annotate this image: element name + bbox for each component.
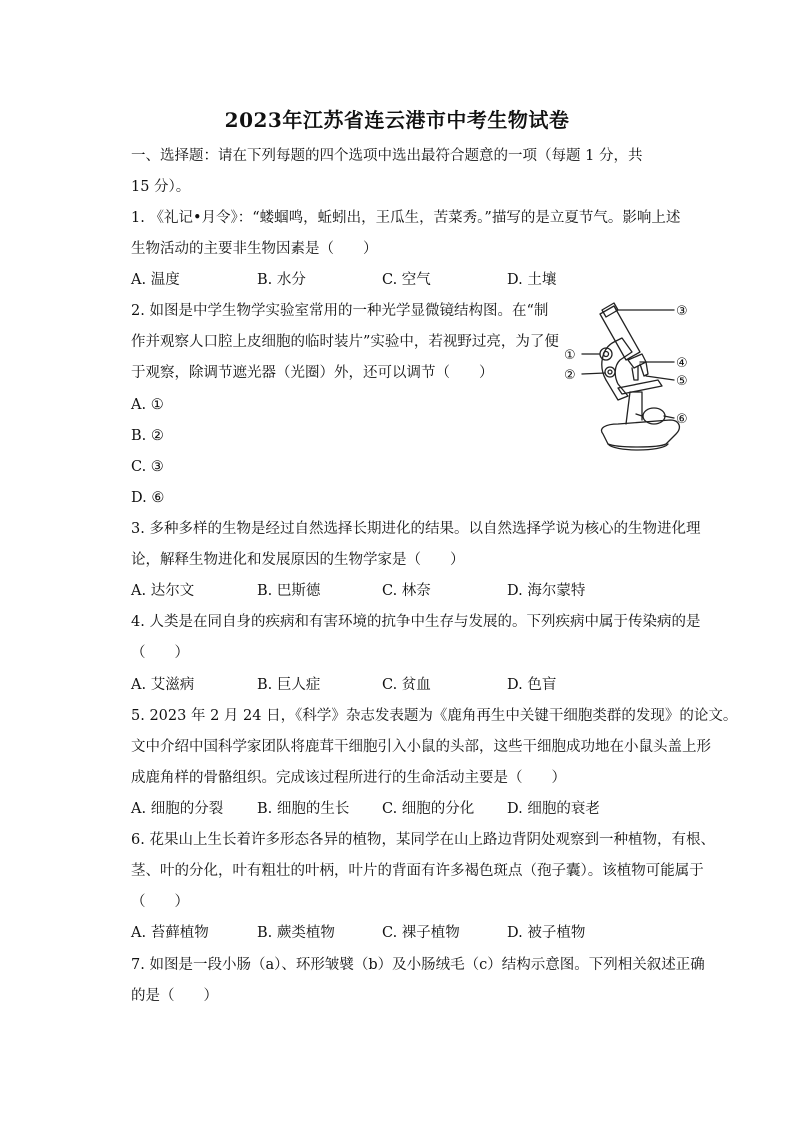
- q7-stem-line2: 的是（ ）: [131, 988, 218, 1004]
- q2-stem-line3: 于观察，除调节遮光器（光圈）外，还可以调节（ ）: [131, 365, 494, 381]
- q4-option-b[interactable]: B. 巨人症: [257, 677, 321, 693]
- q1-option-d[interactable]: D. 土壤: [507, 272, 557, 288]
- page-title: 2023年江苏省连云港市中考生物试卷: [224, 108, 570, 132]
- q5-option-b[interactable]: B. 细胞的生长: [257, 801, 350, 817]
- q3-option-c[interactable]: C. 林奈: [382, 583, 431, 599]
- q1-stem-line1: 1. 《礼记•月令》：“蝼蝈鸣，蚯蚓出，王瓜生，苦菜秀。”描写的是立夏节气。影响上述: [131, 210, 681, 226]
- q4-option-c[interactable]: C. 贫血: [382, 677, 431, 693]
- q4-option-a[interactable]: A. 艾滋病: [131, 677, 195, 693]
- q6-stem-line1: 6. 花果山上生长着许多形态各异的植物，某同学在山上路边背阴处观察到一种植物，有根、: [131, 832, 715, 848]
- fine-focus-knob: [605, 367, 615, 377]
- q5-stem-line2: 文中介绍中国科学家团队将鹿茸干细胞引入小鼠的头部，这些干细胞成功地在小鼠头盖上形: [131, 739, 711, 755]
- section-heading-line2: 15 分）。: [131, 179, 191, 195]
- label-4: ④: [676, 356, 688, 371]
- label-5: ⑤: [676, 374, 688, 389]
- microscope-pillar: [626, 392, 642, 424]
- q2-stem-line1: 2. 如图是中学生物学实验室常用的一种光学显微镜结构图。在“制: [131, 303, 549, 319]
- q1-option-a[interactable]: A. 温度: [131, 272, 180, 288]
- q6-stem-line3: （ ）: [131, 894, 189, 910]
- label-2: ②: [564, 368, 576, 383]
- q5-stem-line1: 5. 2023 年 2 月 24 日，《科学》杂志发表题为《鹿角再生中关键干细胞类群的发现》的论文。: [131, 708, 738, 724]
- q6-option-b[interactable]: B. 蕨类植物: [257, 925, 335, 941]
- q5-option-d[interactable]: D. 细胞的衰老: [507, 801, 600, 817]
- label-1: ①: [564, 348, 576, 363]
- q4-stem-line2: （ ）: [131, 645, 189, 661]
- q2-option-a[interactable]: A. ①: [131, 397, 164, 413]
- q1-stem-line2: 生物活动的主要非生物因素是（ ）: [131, 241, 378, 257]
- q2-option-b[interactable]: B. ②: [131, 428, 164, 444]
- q6-option-d[interactable]: D. 被子植物: [507, 925, 586, 941]
- q3-stem-line1: 3. 多种多样的生物是经过自然选择长期进化的结果。以自然选择学说为核心的生物进化理: [131, 521, 701, 537]
- q4-stem-line1: 4. 人类是在同自身的疾病和有害环境的抗争中生存与发展的。下列疾病中属于传染病的是: [131, 614, 701, 630]
- microscope-base: [601, 420, 679, 447]
- q6-option-a[interactable]: A. 苔藓植物: [131, 925, 209, 941]
- label-6: ⑥: [676, 412, 688, 427]
- q1-option-b[interactable]: B. 水分: [257, 272, 306, 288]
- label-3: ③: [676, 304, 688, 319]
- q3-option-a[interactable]: A. 达尔文: [131, 583, 195, 599]
- q4-option-d[interactable]: D. 色盲: [507, 677, 557, 693]
- q3-option-d[interactable]: D. 海尔蒙特: [507, 583, 586, 599]
- q6-stem-line2: 茎、叶的分化，叶有粗壮的叶柄，叶片的背面有许多褐色斑点（孢子囊）。该植物可能属于: [131, 863, 704, 879]
- q5-option-a[interactable]: A. 细胞的分裂: [131, 801, 224, 817]
- q2-stem-line2: 作并观察人口腔上皮细胞的临时装片”实验中，若视野过亮，为了便: [131, 334, 559, 350]
- q2-option-d[interactable]: D. ⑥: [131, 490, 165, 506]
- q5-option-c[interactable]: C. 细胞的分化: [382, 801, 475, 817]
- q3-stem-line2: 论，解释生物进化和发展原因的生物学家是（ ）: [131, 552, 465, 568]
- q5-stem-line3: 成鹿角样的骨骼组织。完成该过程所进行的生命活动主要是（ ）: [131, 770, 566, 786]
- q3-option-b[interactable]: B. 巴斯德: [257, 583, 321, 599]
- q7-stem-line1: 7. 如图是一段小肠（a）、环形皱襞（b）及小肠绒毛（c）结构示意图。下列相关叙述正确: [131, 957, 705, 973]
- q6-option-c[interactable]: C. 裸子植物: [382, 925, 460, 941]
- section-heading-line1: 一、选择题：请在下列每题的四个选项中选出最符合题意的一项（每题 1 分，共: [131, 148, 643, 164]
- microscope-figure: [558, 296, 698, 456]
- q2-option-c[interactable]: C. ③: [131, 459, 164, 475]
- q1-option-c[interactable]: C. 空气: [382, 272, 431, 288]
